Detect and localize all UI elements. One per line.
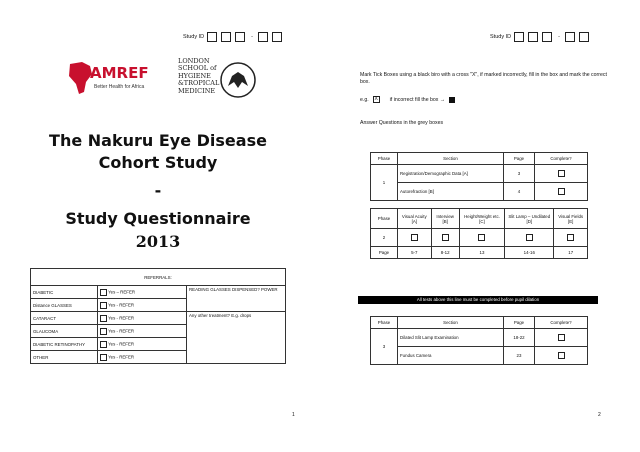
referral-option: Yes - REFER [108,354,135,360]
section-cell: Registration/Demographic Data [A] [398,165,504,183]
header-cell: Phase [371,153,398,165]
header-cell: Interview [B] [431,209,459,229]
complete-checkbox[interactable] [558,352,565,359]
questionnaire-title [30,130,286,251]
header-cell: Section [398,153,504,165]
title-line: Study Questionnaire [65,209,251,228]
phase-cell: 1 [371,165,398,201]
page-cell: 17 [554,247,588,259]
complete-checkbox[interactable] [558,188,565,195]
complete-checkbox[interactable] [526,234,533,241]
page-cell: 4 [504,183,535,201]
other-treatment-field[interactable]: Any other treatment? E.g. drops [187,312,286,364]
example-label: e.g. [360,96,369,103]
study-id-box[interactable] [221,32,231,42]
phase-cell: 3 [371,329,398,365]
instruction-text: Mark Tick Boxes using a black biro with a cross "X", if marked incorrectly, fill in the box and mark the correct box. [360,72,607,85]
page-number: 2 [598,412,601,418]
section-cell: Autorefraction [B] [398,183,504,201]
referral-option: Yes - REFER [108,341,135,347]
page-number: 1 [292,412,295,418]
referral-checkbox[interactable] [100,354,107,361]
example-text: if incorrect fill the box → [389,96,446,103]
grey-box-instruction: Answer Questions in the grey boxes [360,120,444,126]
example-crossed-box: X [374,96,378,102]
lshtm-line: LONDON [178,57,210,65]
referral-label: OTHER [31,351,98,364]
referral-option: Yes - REFER [108,315,135,321]
study-id-label: Study ID [183,34,205,40]
lshtm-line: HYGIENE [178,71,211,80]
page-cell: 23 [504,347,535,365]
header-cell: Page [504,317,535,329]
lshtm-crest-icon [220,60,256,100]
referral-label: DIABETIC [31,286,98,299]
page-cell: 18-22 [504,329,535,347]
title-line: The Nakuru Eye Disease [49,131,267,150]
header-cell: Phase [371,209,398,229]
complete-checkbox[interactable] [558,334,565,341]
complete-checkbox[interactable] [411,234,418,241]
study-id-box[interactable] [579,32,589,42]
referral-option: Yes – REFER [108,289,136,295]
title-line: - [154,181,162,200]
header-cell: Complete? [535,317,588,329]
complete-checkbox[interactable] [558,170,565,177]
study-id-box[interactable] [528,32,538,42]
reading-glasses-field[interactable]: READING GLASSES DISPENSED? POWER [187,286,286,312]
header-cell: Complete? [535,153,588,165]
referral-option: Yes - REFER [108,328,135,334]
page-cell: 3 [504,165,535,183]
page-cell: 5-7 [398,247,432,259]
example-row [360,96,455,103]
phase3-table [370,316,588,365]
section-cell: Dilated Slit Lamp Examination [398,329,504,347]
study-id-box[interactable] [514,32,524,42]
title-year: 2013 [135,232,181,251]
referrals-header: REFERRALS: [31,269,286,286]
referrals-table [30,268,286,364]
page-cell: 13 [459,247,504,259]
lshtm-line: SCHOOL of [178,64,217,73]
study-id-box[interactable] [272,32,282,42]
referral-label: Distance GLASSES [31,299,98,312]
study-id-right: Study ID - [490,32,590,42]
referral-label: CATARACT [31,312,98,325]
complete-checkbox[interactable] [478,234,485,241]
study-id-box[interactable] [565,32,575,42]
referral-checkbox[interactable] [100,302,107,309]
section-cell: Fundus Camera [398,347,504,365]
study-id-box[interactable] [542,32,552,42]
lshtm-line: MEDICINE [178,86,216,95]
study-id-left: Study ID - [183,32,283,42]
header-cell: Visual Fields [E] [554,209,588,229]
referral-checkbox[interactable] [100,289,107,296]
referral-option: Yes - REFER [108,302,135,308]
header-cell: Visual Acuity [A] [398,209,432,229]
title-line: Cohort Study [98,153,218,172]
phase-cell: 2 [371,229,398,247]
complete-checkbox[interactable] [567,234,574,241]
phase2-table [370,208,588,259]
header-cell: Page [504,153,535,165]
amref-logo [64,58,174,98]
lshtm-line: &TROPICAL [178,79,220,88]
complete-checkbox[interactable] [442,234,449,241]
referral-checkbox[interactable] [100,328,107,335]
referral-checkbox[interactable] [100,341,107,348]
study-id-label: Study ID [490,34,512,40]
header-cell: Slit Lamp – Undilated [D] [505,209,554,229]
filled-box-icon [449,97,455,103]
page-label: Page [371,247,398,259]
referral-label: GLAUCOMA [31,325,98,338]
study-id-box[interactable] [207,32,217,42]
study-id-box[interactable] [235,32,245,42]
phase1-table [370,152,588,201]
study-id-box[interactable] [258,32,268,42]
page-cell: 8-12 [431,247,459,259]
page-cell: 14-16 [505,247,554,259]
header-cell: Section [398,317,504,329]
header-cell: Phase [371,317,398,329]
referral-label: DIABETIC RETINOPATHY [31,338,98,351]
dilation-banner: All tests above this line must be completed before pupil dilation [358,296,598,304]
amref-wordmark: AMREF [90,64,149,82]
amref-tagline: Better Health for Africa [94,84,145,90]
referral-checkbox[interactable] [100,315,107,322]
header-cell: Height/Weight etc. [C] [459,209,504,229]
